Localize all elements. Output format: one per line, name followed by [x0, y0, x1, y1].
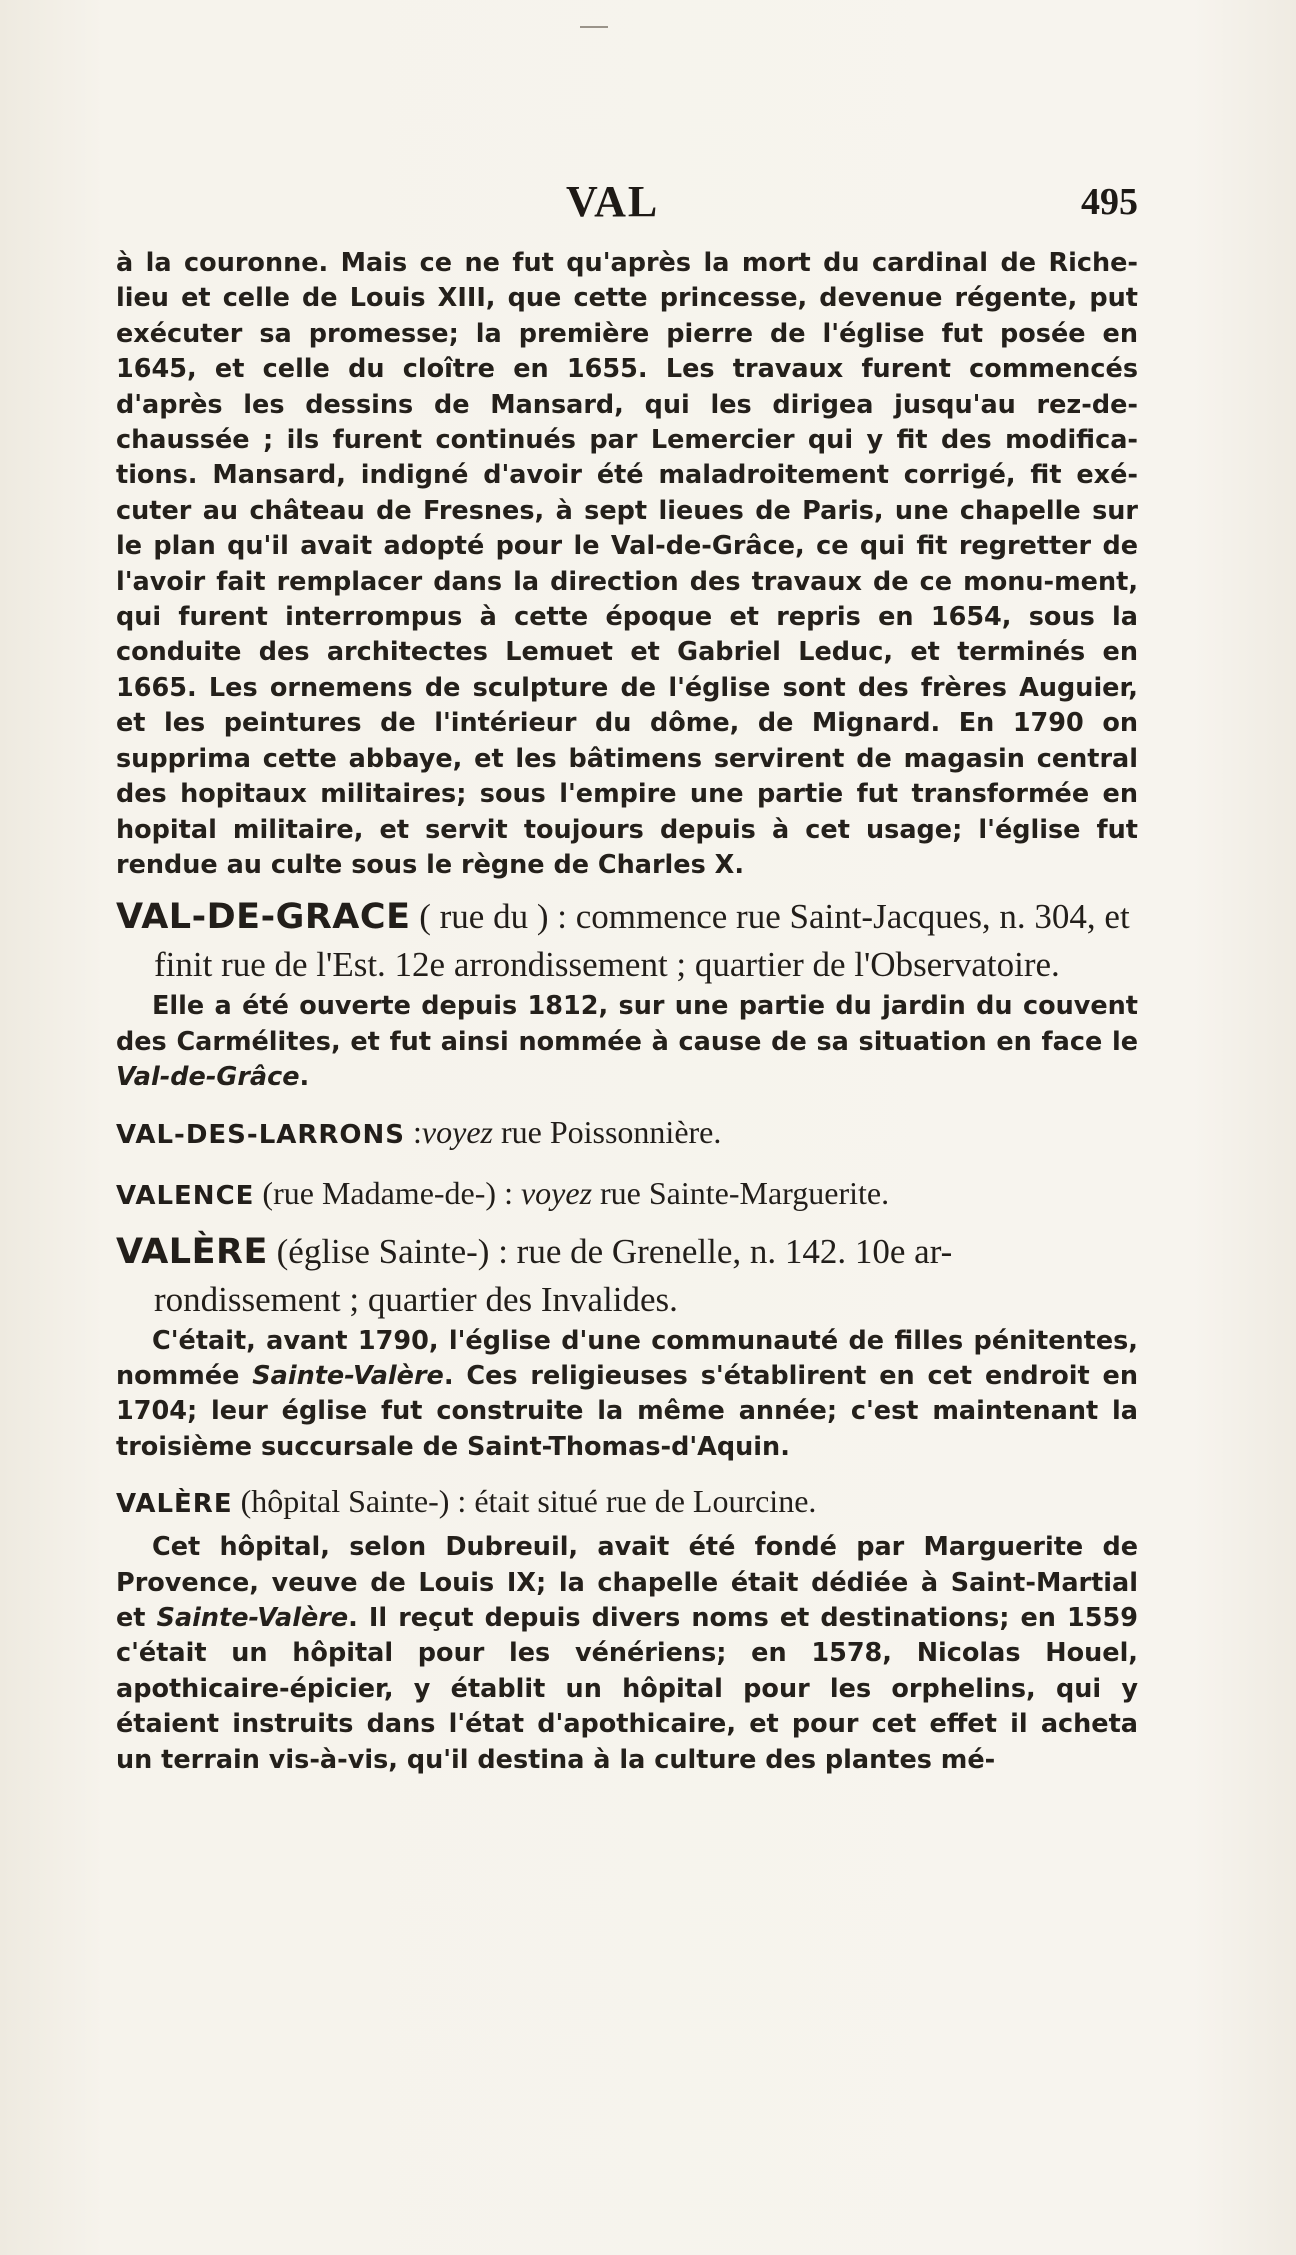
entry-headword: VALÈRE [116, 1231, 268, 1272]
entry-definition: (hôpital Sainte-) : était situé rue de Lourcine. [232, 1483, 817, 1520]
entry-headword: VAL-DE-GRACE [116, 897, 411, 938]
page-body [116, 246, 1138, 1778]
entry-definition: (église Sainte-) : rue de Grenelle, n. 142. 10e ar-rondissement ; quartier des Invalides. [154, 1231, 953, 1319]
note-text-end: . [299, 1062, 310, 1093]
entry-note [116, 1324, 1138, 1466]
entry-headword: VALENCE [116, 1180, 255, 1211]
note-text: Elle a été ouverte depuis 1812, sur une partie du jardin du couvent des Carmélites, et fut ainsi nommée à cause de sa situation en face le [116, 991, 1138, 1057]
entry-val-des-larrons [116, 1110, 1138, 1157]
page-number: 495 [1081, 181, 1138, 223]
note-text: C'était, avant 1790, l'église d'une communauté de filles pénitentes, nommée [116, 1325, 1138, 1391]
entry-val-de-grace [116, 893, 1138, 989]
running-title: VAL [566, 177, 660, 226]
entry-valence [116, 1171, 1138, 1218]
note-text-end: . Il reçut depuis divers noms et destinations; en 1559 c'était un hôpital pour les vénériens; en 1578, Nicolas Houel, apothicaire-épicier, y établit un hôpital pour les orphelins, qui y étaient instruits dans l'état d'apothicaire, et pour cet effet il acheta un terrain vis-à-vis, qu'il destina à la culture des plantes mé- [116, 1602, 1138, 1775]
voyez-label: voyez [421, 1113, 493, 1150]
entry-definition: (rue Madame-de-) : [254, 1174, 521, 1211]
entry-valere-hopital [116, 1479, 1138, 1526]
entry-note [116, 989, 1138, 1095]
note-italic: Sainte-Valère [156, 1602, 349, 1633]
cross-reference: rue Poissonnière. [492, 1113, 722, 1150]
note-italic: Sainte-Valère [252, 1360, 444, 1391]
entry-definition: ( rue du ) : commence rue Saint-Jacques, n. 304, et finit rue de l'Est. 12e arrondissement ; quartier de l'Observatoire. [154, 897, 1130, 985]
top-mark [580, 26, 608, 28]
continuation-paragraph: à la couronne. Mais ce ne fut qu'après la mort du cardinal de Riche-lieu et celle de Louis XIII, que cette princesse, devenue régente, put exécuter sa promesse; la première pierre de l'église fut posée en 1645, et celle du cloître en 1655. Les travaux furent commencés d'après les dessins de Mansard, qui les dirigea jusqu'au rez-de-chaussée ; ils furent continués par Lemercier qui y fit des modifica-tions. Mansard, indigné d'avoir été maladroitement corrigé, fit exé-cuter au château de Fresnes, à sept lieues de Paris, une chapelle sur le plan qu'il avait adopté pour le Val-de-Grâce, ce qui fit regretter de l'avoir fait remplacer dans la direction des travaux de ce monu-ment, qui furent interrompus à cette époque et repris en 1654, sous la conduite des architectes Lemuet et Gabriel Leduc, et terminés en 1665. Les ornemens de sculpture de l'église sont des frères Auguier, et les peintures de l'intérieur du dôme, de Mignard. En 1790 on supprima cette abbaye, et les bâtimens servirent de magasin central des hopitaux militaires; sous l'empire une partie fut transformée en hopital militaire, et servit toujours depuis à cet usage; l'église fut rendue au culte sous le règne de Charles X. [116, 248, 1138, 880]
entry-separator: : [405, 1113, 422, 1150]
entry-note [116, 1530, 1138, 1778]
note-text-end: . Ces religieuses s'établirent en cet endroit en 1704; leur église fut construite la même année; c'est maintenant la troisième succursale de Saint-Thomas-d'Aquin. [116, 1360, 1139, 1462]
entry-headword: VALÈRE [116, 1489, 233, 1520]
running-header [116, 176, 1138, 236]
note-italic: Val-de-Grâce [116, 1062, 300, 1093]
voyez-label: voyez [520, 1174, 593, 1211]
entry-valere-eglise [116, 1228, 1138, 1324]
entry-headword: VAL-DES-LARRONS [116, 1119, 406, 1150]
note-text: Cet hôpital, selon Dubreuil, avait été fondé par Marguerite de Provence, veuve de Louis IX; la chapelle était dédiée à Saint-Martial et [116, 1532, 1138, 1633]
cross-reference: rue Sainte-Marguerite. [592, 1174, 890, 1211]
